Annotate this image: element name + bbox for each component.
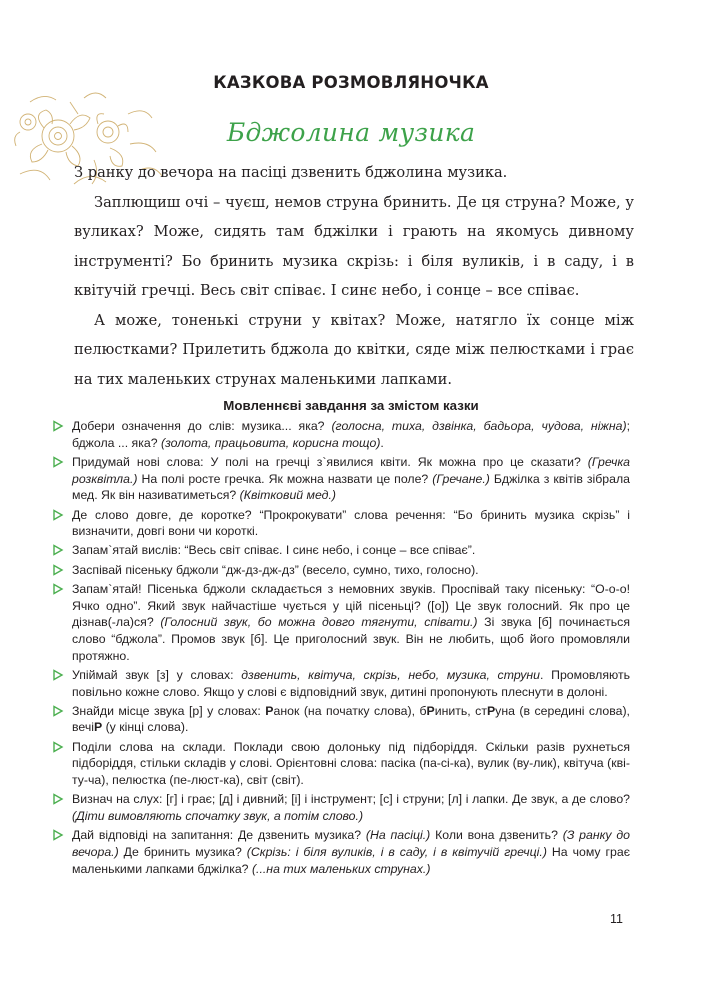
triangle-bullet-icon — [52, 564, 64, 576]
task-text: На полі росте гречка. Як можна назвати це поле? — [137, 471, 433, 486]
task-text: уна (в середині слова), вечі — [72, 703, 630, 735]
tasks-title: Мовленнєві завдання за змістом казки — [223, 398, 479, 413]
task-text: Де слово довге, де коротке? “Прокрокувати” слова речення: “Бо бринить музика скрізь” і визначити, довгі вони чи короткі. — [72, 507, 630, 539]
task-text: Р — [93, 720, 103, 735]
triangle-bullet-icon — [52, 420, 64, 432]
triangle-bullet-icon — [52, 705, 64, 717]
task-text: Запам`ятай вислів: “Весь світ співає. І синє небо, і сонце – все співає”. — [72, 543, 476, 558]
task-item — [52, 739, 630, 789]
task-item — [52, 562, 630, 579]
story-paragraph-3: А може, тоненькі струни у квітах? Може, натягло їх сонце між пелюстками? Прилетить бджола до квітки, сяде між пелюстками і грає на тих маленьких струнах маленькими лапками. — [74, 311, 634, 388]
task-text: Поділи слова на склади. Поклади свою долоньку під підборіддя. Скільки разів рухнеться підборіддя, стільки складів у слові. Орієнтовні слова: пасіка (па-сі-ка), вулик (ву-лик), квітуча (кві-ту-ча), пелюстка (пе-люст-ка), світ (світ). — [72, 739, 630, 788]
task-item — [52, 703, 630, 736]
task-text: (у кінці слова). — [102, 720, 189, 735]
task-text: Коли вона дзвенить? — [430, 828, 563, 843]
task-text: Придумай нові слова: У полі на гречці з`явилися квіти. Як можна про це сказати? — [72, 454, 588, 469]
task-text: Дай відповіді на запитання: Де дзвенить музика? — [72, 828, 366, 843]
triangle-bullet-icon — [52, 544, 64, 556]
task-item — [52, 542, 630, 559]
task-text: анок (на початку слова), б — [273, 703, 427, 718]
task-text: Р — [486, 703, 496, 718]
task-text: Бджілка з квітів зібрала мед. Як він називатиметься? — [72, 471, 631, 503]
task-item — [52, 667, 630, 700]
story-text — [74, 158, 634, 394]
task-text: инить, ст — [434, 703, 487, 718]
triangle-bullet-icon — [52, 741, 64, 753]
triangle-bullet-icon — [52, 793, 64, 805]
task-item — [52, 791, 630, 824]
task-text: Запам`ятай! Пісенька бджоли складається з немовних звуків. Проспівай таку пісеньку: “О-о-о! Ячко одно”. Який звук найчастіше чується у цій пісеньці? ([о]) Це звук голосний. Як про це дізнав(-ла)ся? — [72, 581, 630, 630]
triangle-bullet-icon — [52, 509, 64, 521]
story-paragraph-1: З ранку до вечора на пасіці дзвенить бджолина музика. — [74, 164, 508, 181]
task-text: (На пасіці.) — [365, 828, 431, 843]
task-text: Заспівай пісеньку бджоли “дж-дз-дж-дз” (весело, сумно, тихо, голосно). — [72, 562, 479, 577]
task-text: (Квітковий мед.) — [239, 488, 336, 503]
task-text: Знайди місце звука [р] у словах: — [72, 703, 266, 718]
task-text: (Діти вимовляють спочатку звук, а потім слово.) — [72, 808, 364, 823]
task-text: Де бринить музика? — [118, 844, 247, 859]
task-text: (...на тих маленьких струнах.) — [251, 861, 431, 876]
task-text: . Промовляють повільно кожне слово. Якщо у слові є відповідний звук, дитині пропонують плеснути в долоні. — [72, 667, 630, 699]
task-text: Визнач на слух: [г] і грає; [д] і дивний; [і] і інструмент; [с] і струни; [л] і лапки. Де звук, а де слово? — [72, 792, 630, 807]
task-item — [52, 581, 630, 665]
task-text: . — [380, 435, 384, 450]
task-text: Зі звука [б] починається слово “бджола”. Промов звук [б]. Це приголосний звук. Він не любить, щоб його промовляли протяжно. — [72, 615, 630, 663]
task-text: (Голосний звук, бо можна довго тягнути, співати.) — [160, 615, 478, 630]
page-number: 11 — [610, 912, 623, 926]
task-text: (голосна, тиха, дзвінка, бадьора, чудова, ніжна) — [331, 419, 627, 433]
story-title: Бджолина музика — [226, 118, 476, 147]
task-text: На чому грає маленькими лапками бджілка? — [72, 844, 630, 876]
tasks-list — [52, 418, 630, 880]
task-text: Упіймай звук [з] у словах: — [72, 667, 242, 682]
task-item — [52, 507, 630, 540]
triangle-bullet-icon — [52, 829, 64, 841]
task-item — [52, 454, 630, 504]
task-text: Р — [426, 703, 435, 718]
task-text: дзвенить, квітуча, скрізь, небо, музика, струни — [241, 667, 540, 682]
section-title: КАЗКОВА РОЗМОВЛЯНОЧКА — [213, 73, 489, 92]
triangle-bullet-icon — [52, 669, 64, 681]
task-text: (Гречка розквітла.) — [72, 454, 630, 486]
task-text: (Скрізь: і біля вуликів, і в саду, і в квітучій гречці.) — [246, 844, 547, 859]
task-text: (золота, працьовита, корисна тощо) — [160, 435, 381, 450]
triangle-bullet-icon — [52, 583, 64, 595]
task-text: ; бджола ... яка? — [72, 419, 631, 450]
story-paragraph-2: Заплющиш очі – чуєш, немов струна бринить. Де ця струна? Може, у вуликах? Може, сидять там бджілки і грають на якомусь дивному інструменті? Бо бринить музика скрізь: і біля вуликів, і в саду, і в квітучій гречці. Весь світ співає. І синє небо, і сонце – все співає. — [74, 193, 634, 299]
task-text: Р — [265, 703, 274, 718]
task-item — [52, 827, 630, 877]
triangle-bullet-icon — [52, 456, 64, 468]
task-text: (Гречане.) — [432, 471, 490, 486]
task-text: (З ранку до вечора.) — [72, 828, 631, 859]
task-text: Добери означення до слів: музика... яка? — [72, 419, 332, 433]
task-item — [52, 418, 630, 451]
